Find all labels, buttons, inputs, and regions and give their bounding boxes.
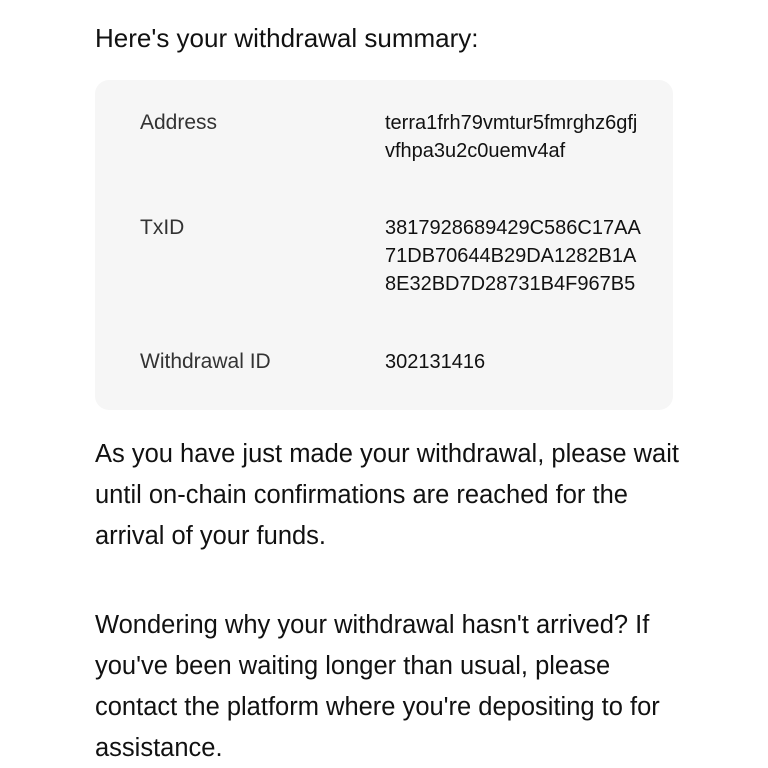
withdrawal-summary-card [95, 80, 673, 410]
withdrawal-summary-heading: Here's your withdrawal summary: [95, 23, 479, 53]
address-value: terra1frh79vmtur5fmrghz6gfjvfhpa3u2c0uemv4af [385, 112, 638, 162]
txid-label: TxID [140, 216, 185, 239]
support-notice: Wondering why your withdrawal hasn't arrived? If you've been waiting longer than usual, please contact the platform where you're depositing to for assistance. [95, 611, 660, 762]
txid-value: 3817928689429C586C17AA71DB70644B29DA1282B1A8E32BD7D28731B4F967B5 [385, 217, 641, 295]
withdrawal-id-value: 302131416 [385, 351, 486, 373]
confirmation-notice: As you have just made your withdrawal, please wait until on-chain confirmations are reached for the arrival of your funds. [95, 440, 679, 550]
address-label: Address [140, 111, 218, 134]
withdrawal-id-label: Withdrawal ID [140, 350, 271, 373]
